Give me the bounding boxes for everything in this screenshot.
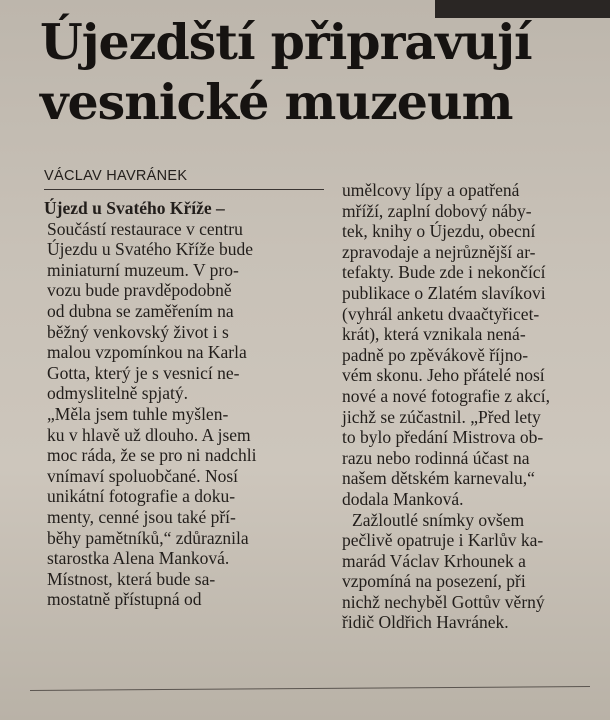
text-line: publikace o Zlatém slavíkovi bbox=[342, 282, 546, 303]
text-line: Součástí restaurace v centru bbox=[47, 218, 243, 239]
text-line: tek, knihy o Újezdu, obecní bbox=[342, 221, 536, 242]
text-line: ku v hlavě už dlouho. A jsem bbox=[47, 424, 251, 445]
text-line: moc ráda, že se pro ni nadchli bbox=[47, 445, 257, 466]
text-line: menty, cenné jsou také pří- bbox=[47, 506, 236, 527]
left-column bbox=[44, 198, 314, 610]
text-line: krát), která vznikala nená- bbox=[342, 324, 526, 345]
text-line: vém skonu. Jeho přátelé nosí bbox=[342, 365, 545, 386]
text-line: zpravodaje a nejrůznější ar- bbox=[342, 241, 536, 262]
text-line: běžný venkovský život i s bbox=[47, 321, 229, 342]
text-line: pečlivě opatruje i Karlův ka- bbox=[342, 530, 544, 551]
text-line: běhy pamětníků,“ zdůraznila bbox=[47, 527, 249, 548]
text-line: Újezd u Svatého Kříže – bbox=[44, 198, 225, 218]
text-line: Zažloutlé snímky ovšem bbox=[352, 509, 525, 530]
text-line: dodala Manková. bbox=[342, 488, 464, 509]
article-headline bbox=[40, 12, 600, 132]
text-line: malou vzpomínkou na Karla bbox=[47, 342, 247, 363]
text-line: mříží, zaplní dobový náby- bbox=[342, 200, 532, 221]
text-line: vozu bude pravděpodobně bbox=[47, 280, 232, 301]
text-line: Újezdu u Svatého Kříže bude bbox=[47, 239, 254, 260]
text-line: (vyhrál anketu dvaačtyřicet- bbox=[342, 303, 540, 324]
right-column bbox=[342, 180, 604, 633]
byline: VÁCLAV HAVRÁNEK bbox=[44, 168, 324, 190]
text-line: marád Václav Krhounek a bbox=[342, 550, 526, 571]
text-line: miniaturní muzeum. V pro- bbox=[47, 259, 239, 280]
text-line: razu nebo rodinná účast na bbox=[342, 447, 530, 468]
headline-line: Újezdští připravují bbox=[40, 13, 532, 71]
text-line: Místnost, která bude sa- bbox=[47, 568, 216, 589]
text-line: řidič Oldřich Havránek. bbox=[342, 612, 509, 633]
headline-line: vesnické muzeum bbox=[40, 73, 513, 131]
text-line: jichž se zúčastnil. „Před lety bbox=[342, 406, 541, 427]
text-line: starostka Alena Manková. bbox=[47, 548, 230, 569]
text-line: nové a nové fotografie z akcí, bbox=[342, 385, 550, 406]
text-line: mostatně přístupná od bbox=[47, 589, 202, 610]
text-line: Gotta, který je s vesnicí ne- bbox=[47, 362, 240, 383]
bottom-divider bbox=[30, 686, 590, 691]
text-line: nichž nechyběl Gottův věrný bbox=[342, 591, 545, 612]
text-line: od dubna se zaměřením na bbox=[47, 300, 234, 321]
text-line: to bylo předání Mistrova ob- bbox=[342, 427, 544, 448]
text-line: padně po zpěvákově říjno- bbox=[342, 344, 529, 365]
text-line: tefakty. Bude zde i nekončící bbox=[342, 262, 546, 283]
text-line: vzpomíná na posezení, při bbox=[342, 571, 526, 592]
text-line: odmyslitelně spjatý. bbox=[47, 383, 188, 404]
text-line: „Měla jsem tuhle myšlen- bbox=[47, 403, 229, 424]
text-line: unikátní fotografie a doku- bbox=[47, 486, 236, 507]
text-line: vnímaví spoluobčané. Nosí bbox=[47, 465, 239, 486]
text-line: umělcovy lípy a opatřená bbox=[342, 180, 520, 200]
text-line: našem dětském karnevalu,“ bbox=[342, 468, 535, 489]
